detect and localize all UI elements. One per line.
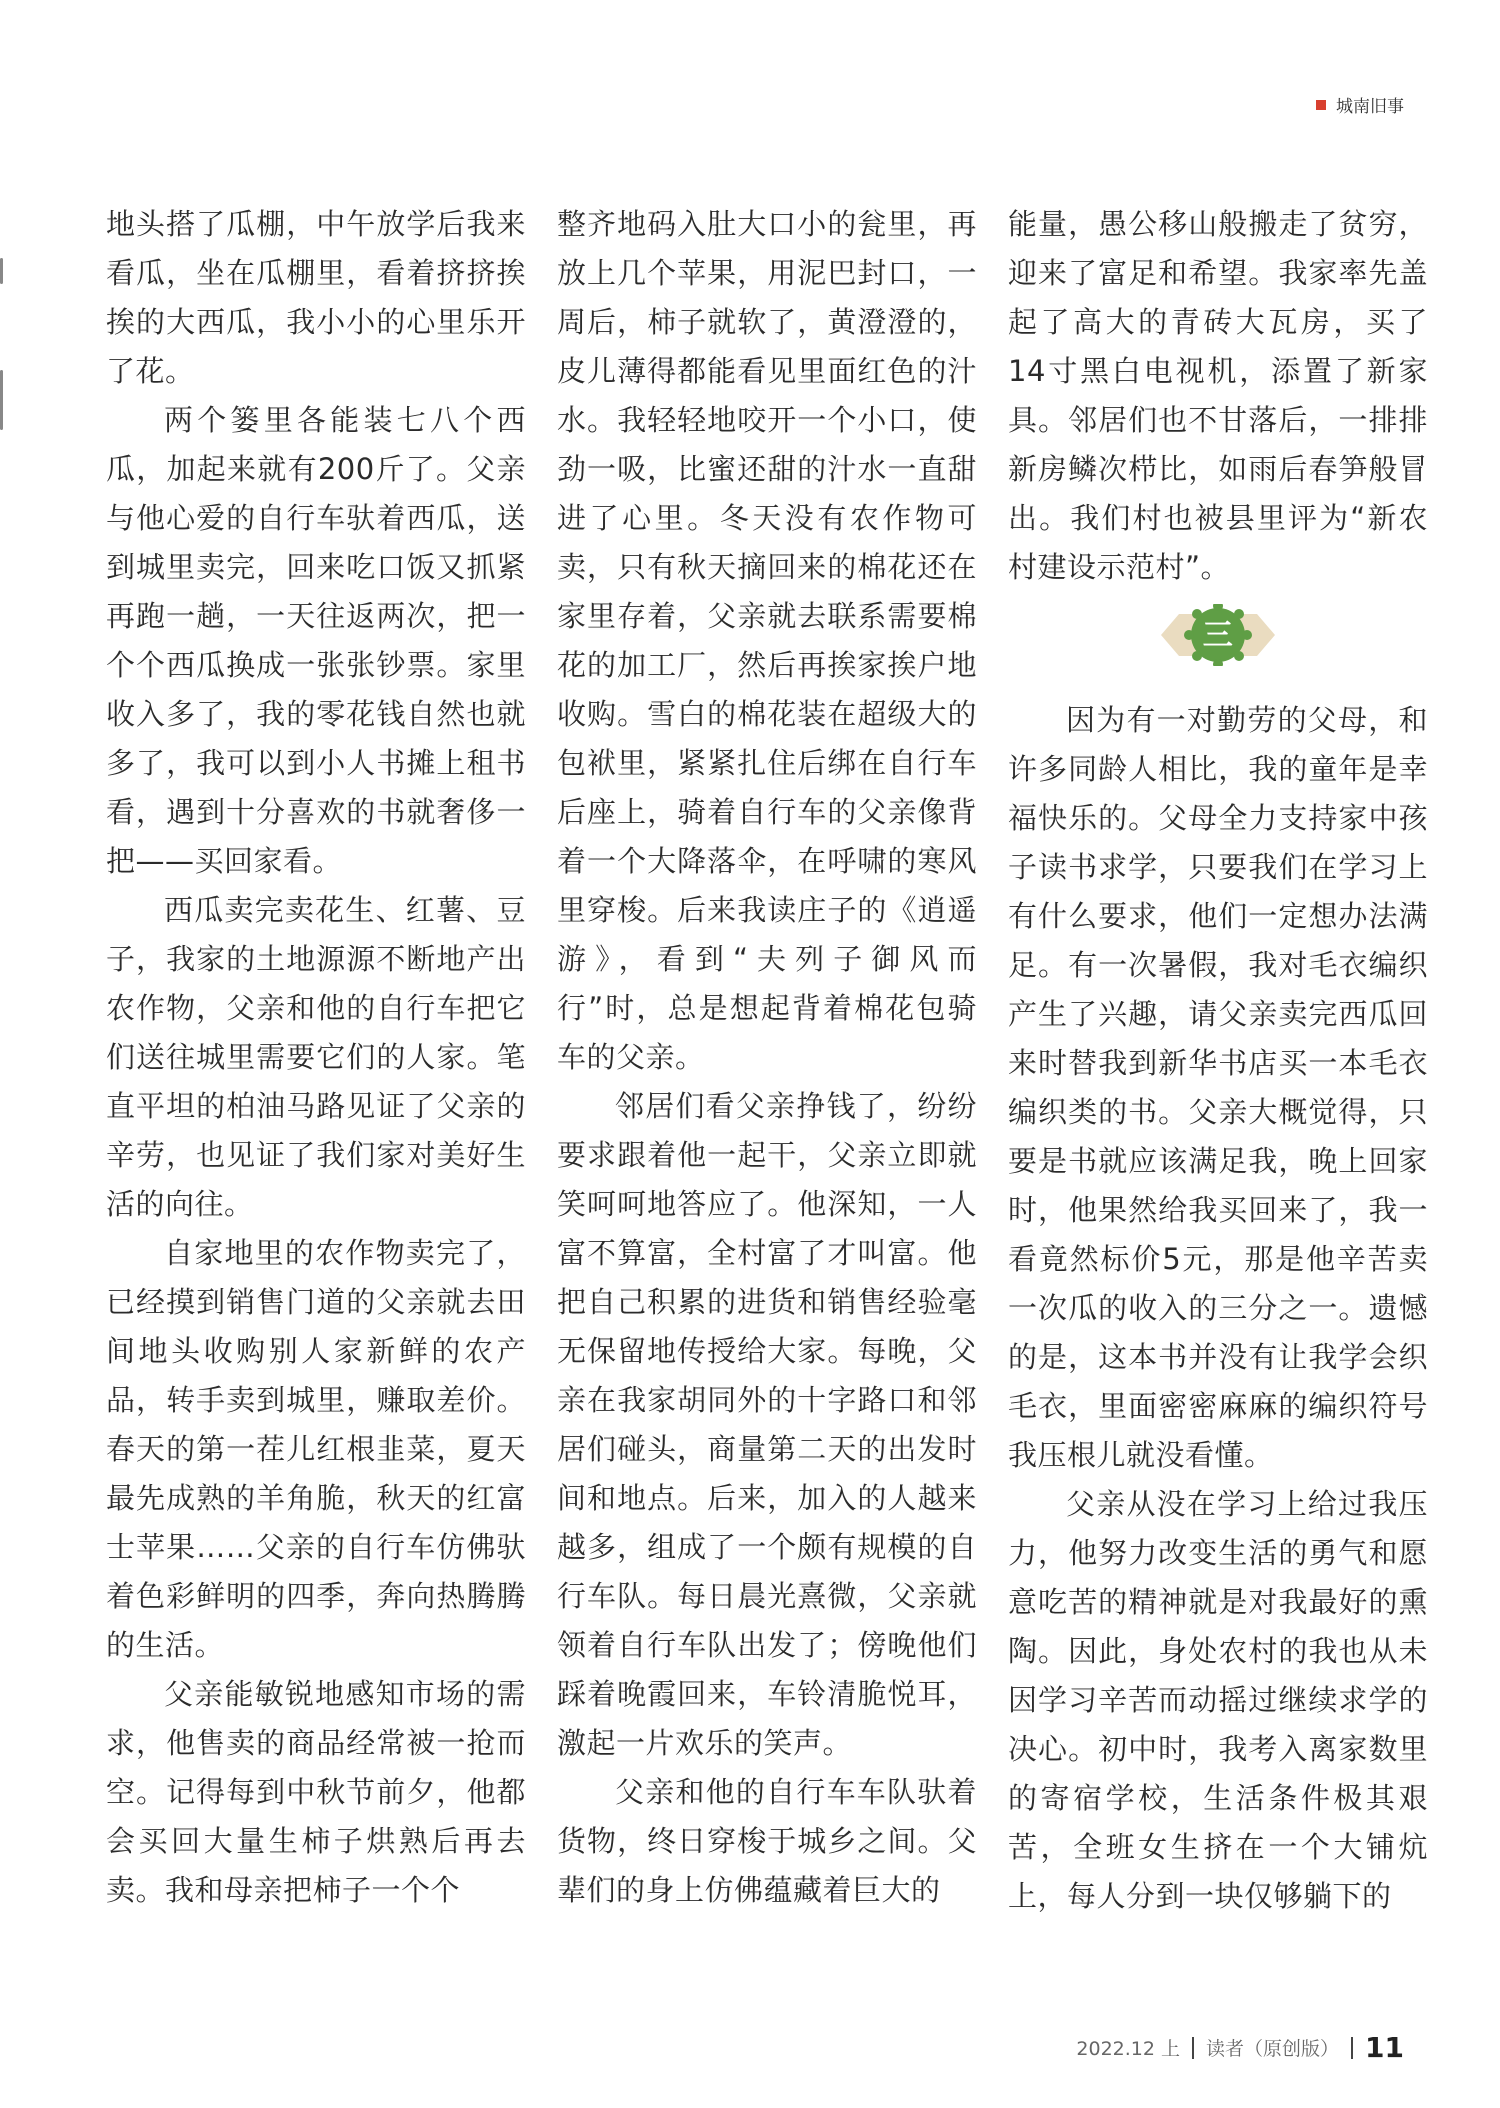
footer-divider bbox=[1351, 2037, 1353, 2059]
paragraph: 两个篓里各能装七八个西瓜，加起来就有200斤了。父亲与他心爱的自行车驮着西瓜，送到城里卖完，回来吃口饭又抓紧再跑一趟，一天往返两次，把一个个西瓜换成一张张钞票。家里收入多了，我的零花钱自然也就多了，我可以到小人书摊上租书看，遇到十分喜欢的书就奢侈一把——买回家看。 bbox=[106, 403, 526, 878]
edge-mark bbox=[0, 258, 3, 284]
edge-mark bbox=[0, 370, 3, 430]
paragraph: 父亲能敏锐地感知市场的需求，他售卖的商品经常被一抢而空。记得每到中秋节前夕，他都会买回大量生柿子烘熟后再去卖。我和母亲把柿子一个个 bbox=[106, 1677, 526, 1907]
paragraph: 自家地里的农作物卖完了，已经摸到销售门道的父亲就去田间地头收购别人家新鲜的农产品，转手卖到城里，赚取差价。春天的第一茬儿红根韭菜，夏天最先成熟的羊角脆，秋天的红富士苹果……父亲的自行车仿佛驮着色彩鲜明的四季，奔向热腾腾的生活。 bbox=[106, 1236, 526, 1662]
paragraph: 父亲和他的自行车车队驮着货物，终日穿梭于城乡之间。父辈们的身上仿佛蕴藏着巨大的 bbox=[557, 1775, 977, 1907]
text-column-1 bbox=[106, 200, 526, 1915]
section-title: 城南旧事 bbox=[1336, 97, 1404, 117]
paragraph: 西瓜卖完卖花生、红薯、豆子，我家的土地源源不断地产出农作物，父亲和他的自行车把它们送往城里需要它们的人家。笔直平坦的柏油马路见证了父亲的辛劳，也见证了我们家对美好生活的向往。 bbox=[106, 893, 526, 1221]
paragraph: 地头搭了瓜棚，中午放学后我来看瓜，坐在瓜棚里，看着挤挤挨挨的大西瓜，我小小的心里乐开了花。 bbox=[106, 207, 526, 388]
text-column-3 bbox=[1008, 200, 1428, 1921]
section-tag bbox=[1316, 92, 1404, 117]
page-footer bbox=[1076, 2031, 1404, 2064]
badge-label: 三 bbox=[1202, 617, 1234, 653]
section-marker-icon bbox=[1316, 100, 1326, 110]
paragraph: 因为有一对勤劳的父母，和许多同龄人相比，我的童年是幸福快乐的。父母全力支持家中孩子读书求学，只要我们在学习上有什么要求，他们一定想办法满足。有一次暑假，我对毛衣编织产生了兴趣，请父亲卖完西瓜回来时替我到新华书店买一本毛衣编织类的书。父亲大概觉得，只要是书就应该满足我，晚上回家时，他果然给我买回来了，我一看竟然标价5元，那是他辛苦卖一次瓜的收入的三分之一。遗憾的是，这本书并没有让我学会织毛衣，里面密密麻麻的编织符号我压根儿就没看懂。 bbox=[1008, 703, 1428, 1472]
magazine-name: 读者（原创版） bbox=[1206, 2038, 1340, 2060]
paragraph: 能量，愚公移山般搬走了贫穷，迎来了富足和希望。我家率先盖起了高大的青砖大瓦房，买了14寸黑白电视机，添置了新家具。邻居们也不甘落后，一排排新房鳞次栉比，如雨后春笋般冒出。我们村也被县里评为“新农村建设示范村”。 bbox=[1008, 207, 1428, 584]
section-number-badge bbox=[1008, 604, 1428, 666]
issue-date: 2022.12 上 bbox=[1076, 2038, 1181, 2060]
paragraph: 邻居们看父亲挣钱了，纷纷要求跟着他一起干，父亲立即就笑呵呵地答应了。他深知，一人富不算富，全村富了才叫富。他把自己积累的进货和销售经验毫无保留地传授给大家。每晚，父亲在我家胡同外的十字路口和邻居们碰头，商量第二天的出发时间和地点。后来，加入的人越来越多，组成了一个颇有规模的自行车队。每日晨光熹微，父亲就领着自行车队出发了；傍晚他们踩着晚霞回来，车铃清脆悦耳，激起一片欢乐的笑声。 bbox=[557, 1089, 977, 1760]
paragraph: 整齐地码入肚大口小的瓮里，再放上几个苹果，用泥巴封口，一周后，柿子就软了，黄澄澄的，皮儿薄得都能看见里面红色的汁水。我轻轻地咬开一个小口，使劲一吸，比蜜还甜的汁水一直甜进了心里。冬天没有农作物可卖，只有秋天摘回来的棉花还在家里存着，父亲就去联系需要棉花的加工厂，然后再挨家挨户地收购。雪白的棉花装在超级大的包袱里，紧紧扎住后绑在自行车后座上，骑着自行车的父亲像背着一个大降落伞，在呼啸的寒风里穿梭。后来我读庄子的《逍遥游》，看到“夫列子御风而行”时，总是想起背着棉花包骑车的父亲。 bbox=[557, 207, 977, 1074]
footer-divider bbox=[1192, 2037, 1194, 2059]
text-column-2 bbox=[557, 200, 977, 1915]
page-number: 11 bbox=[1365, 2031, 1404, 2064]
paragraph: 父亲从没在学习上给过我压力，他努力改变生活的勇气和愿意吃苦的精神就是对我最好的熏陶。因此，身处农村的我也从未因学习辛苦而动摇过继续求学的决心。初中时，我考入离家数里的寄宿学校，生活条件极其艰苦，全班女生挤在一个大铺炕上，每人分到一块仅够躺下的 bbox=[1008, 1487, 1428, 1913]
